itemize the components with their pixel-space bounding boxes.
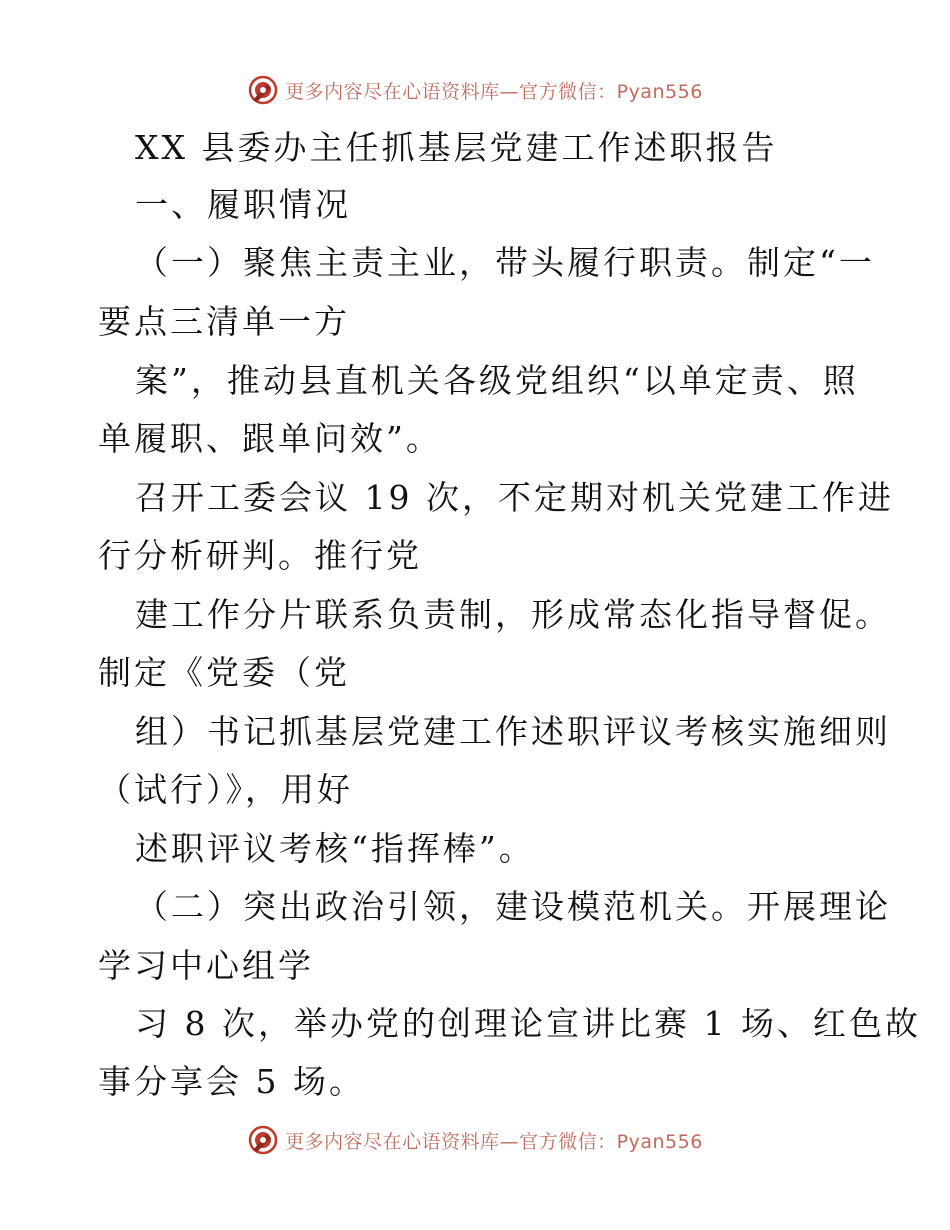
paragraph-line: 行分析研判。推行党 [98, 536, 422, 575]
document-title: XX 县委办主任抓基层党建工作述职报告 [135, 128, 778, 167]
watermark-footer [0, 1122, 950, 1158]
watermark-text: 更多内容尽在心语资料库—官方微信：Pyan556 [285, 1130, 703, 1153]
paragraph-line: 案”，推动县直机关各级党组织“以单定责、照 [135, 361, 859, 400]
paragraph-line: 习 8 次，举办党的创理论宣讲比赛 1 场、红色故 [135, 1004, 921, 1043]
watermark-text: 更多内容尽在心语资料库—官方微信：Pyan556 [285, 80, 703, 103]
paragraph-line: 要点三清单一方 [98, 302, 350, 341]
pen-nib-seal-icon [247, 74, 279, 106]
paragraph-line: （试行）》，用好 [98, 770, 353, 809]
paragraph-line: （二）突出政治引领，建设模范机关。开展理论 [135, 887, 891, 926]
paragraph-line: （一）聚焦主责主业，带头履行职责。制定“一 [135, 243, 875, 282]
watermark-header [0, 72, 950, 108]
paragraph-line: 召开工委会议 19 次，不定期对机关党建工作进 [135, 478, 894, 517]
paragraph-line: 事分享会 5 场。 [98, 1062, 365, 1101]
paragraph-line: 建工作分片联系负责制，形成常态化指导督促。 [135, 595, 891, 634]
section-heading: 一、履职情况 [135, 185, 351, 224]
paragraph-line: 述职评议考核“指挥棒”。 [135, 829, 535, 868]
pen-nib-seal-icon [247, 1124, 279, 1156]
paragraph-line: 组）书记抓基层党建工作述职评议考核实施细则 [135, 712, 891, 751]
paragraph-line: 单履职、跟单问效”。 [98, 419, 442, 458]
paragraph-line: 学习中心组学 [98, 946, 314, 985]
paragraph-line: 制定《党委（党 [98, 653, 350, 692]
